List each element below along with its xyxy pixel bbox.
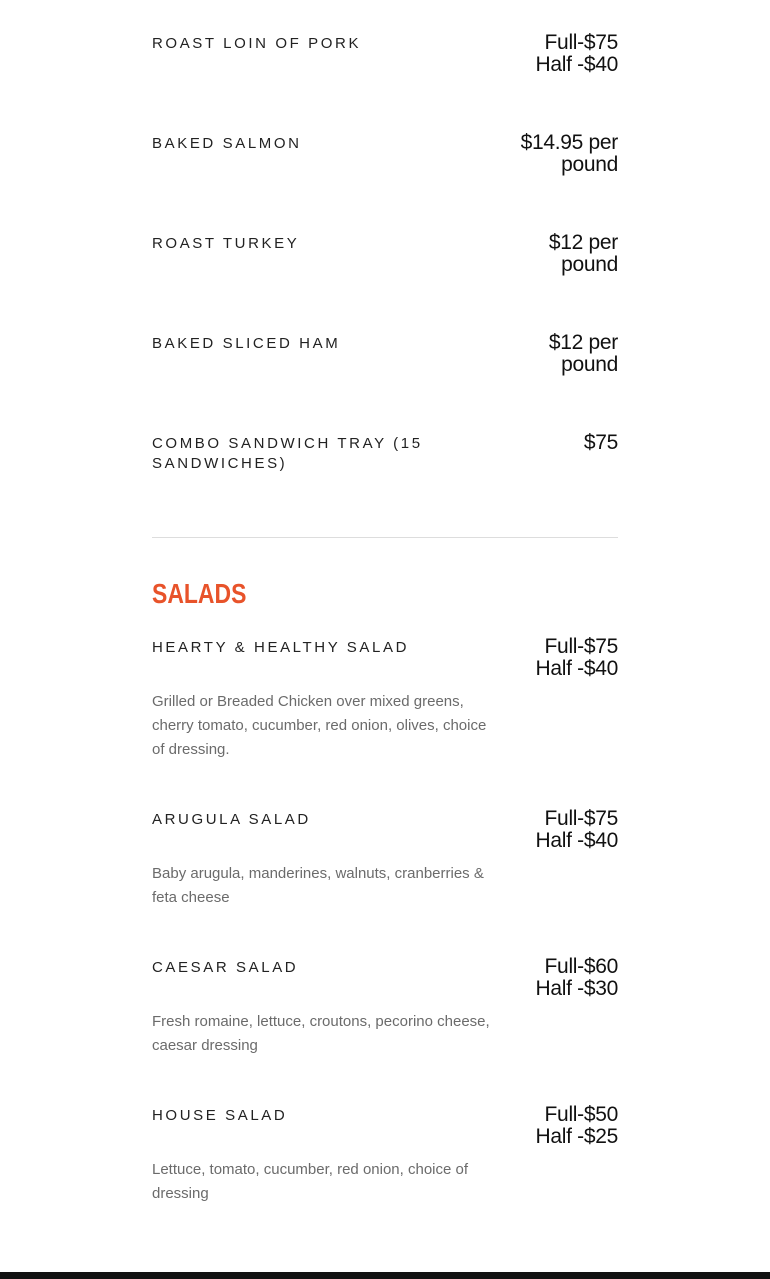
price-line: pound [561,153,618,176]
menu-item-price [468,332,618,376]
price-line: Half -$30 [535,977,618,1000]
menu-item-name: CAESAR SALAD [152,959,299,976]
section-divider [152,537,618,538]
menu-item-price [468,636,618,680]
menu-item-description: Lettuce, tomato, cucumber, red onion, choice of dressing [152,1161,469,1202]
menu-item-name: ARUGULA SALAD [152,811,311,828]
price-line: Full-$75 [544,635,618,658]
menu-item-name: ROAST TURKEY [152,235,300,252]
menu-item-name: ROAST LOIN OF PORK [152,35,362,52]
price-line: Half -$40 [535,829,618,852]
menu-item-price [468,1104,618,1148]
menu-item-price [468,232,618,276]
price-line: $14.95 per [520,131,618,154]
price-line: $12 per [548,331,618,354]
menu-item-name: BAKED SLICED HAM [152,335,341,352]
price-line: Full-$50 [544,1103,618,1126]
price-line: Full-$75 [544,31,618,54]
menu-item-price [468,32,618,76]
price-line: Full-$75 [544,807,618,830]
price-line: $75 [583,431,618,454]
price-line: Half -$25 [535,1125,618,1148]
price-line: pound [561,253,618,276]
menu-item-price [468,956,618,1000]
menu-item-name: COMBO SANDWICH TRAY (15 SANDWICHES) [152,435,423,472]
menu-item-description: Fresh romaine, lettuce, croutons, pecorino cheese, caesar dressing [152,1013,490,1054]
menu-item-name: BAKED SALMON [152,135,302,152]
menu-item-price [468,132,618,176]
price-line: $12 per [548,231,618,254]
price-line: pound [561,353,618,376]
price-line: Half -$40 [535,53,618,76]
menu-item-description: Baby arugula, manderines, walnuts, cranberries & feta cheese [152,865,484,906]
section-title-salads: SALADS [152,578,247,609]
menu-item-name: HOUSE SALAD [152,1107,288,1124]
menu-item-name: HEARTY & HEALTHY SALAD [152,639,409,656]
menu-item-description: Grilled or Breaded Chicken over mixed greens, cherry tomato, cucumber, red onion, olives, choice of dressing. [152,693,487,758]
price-line: Full-$60 [544,955,618,978]
footer-bar [0,1272,770,1279]
price-line: Half -$40 [535,657,618,680]
menu-item-price [468,432,618,454]
menu-item-price [468,808,618,852]
